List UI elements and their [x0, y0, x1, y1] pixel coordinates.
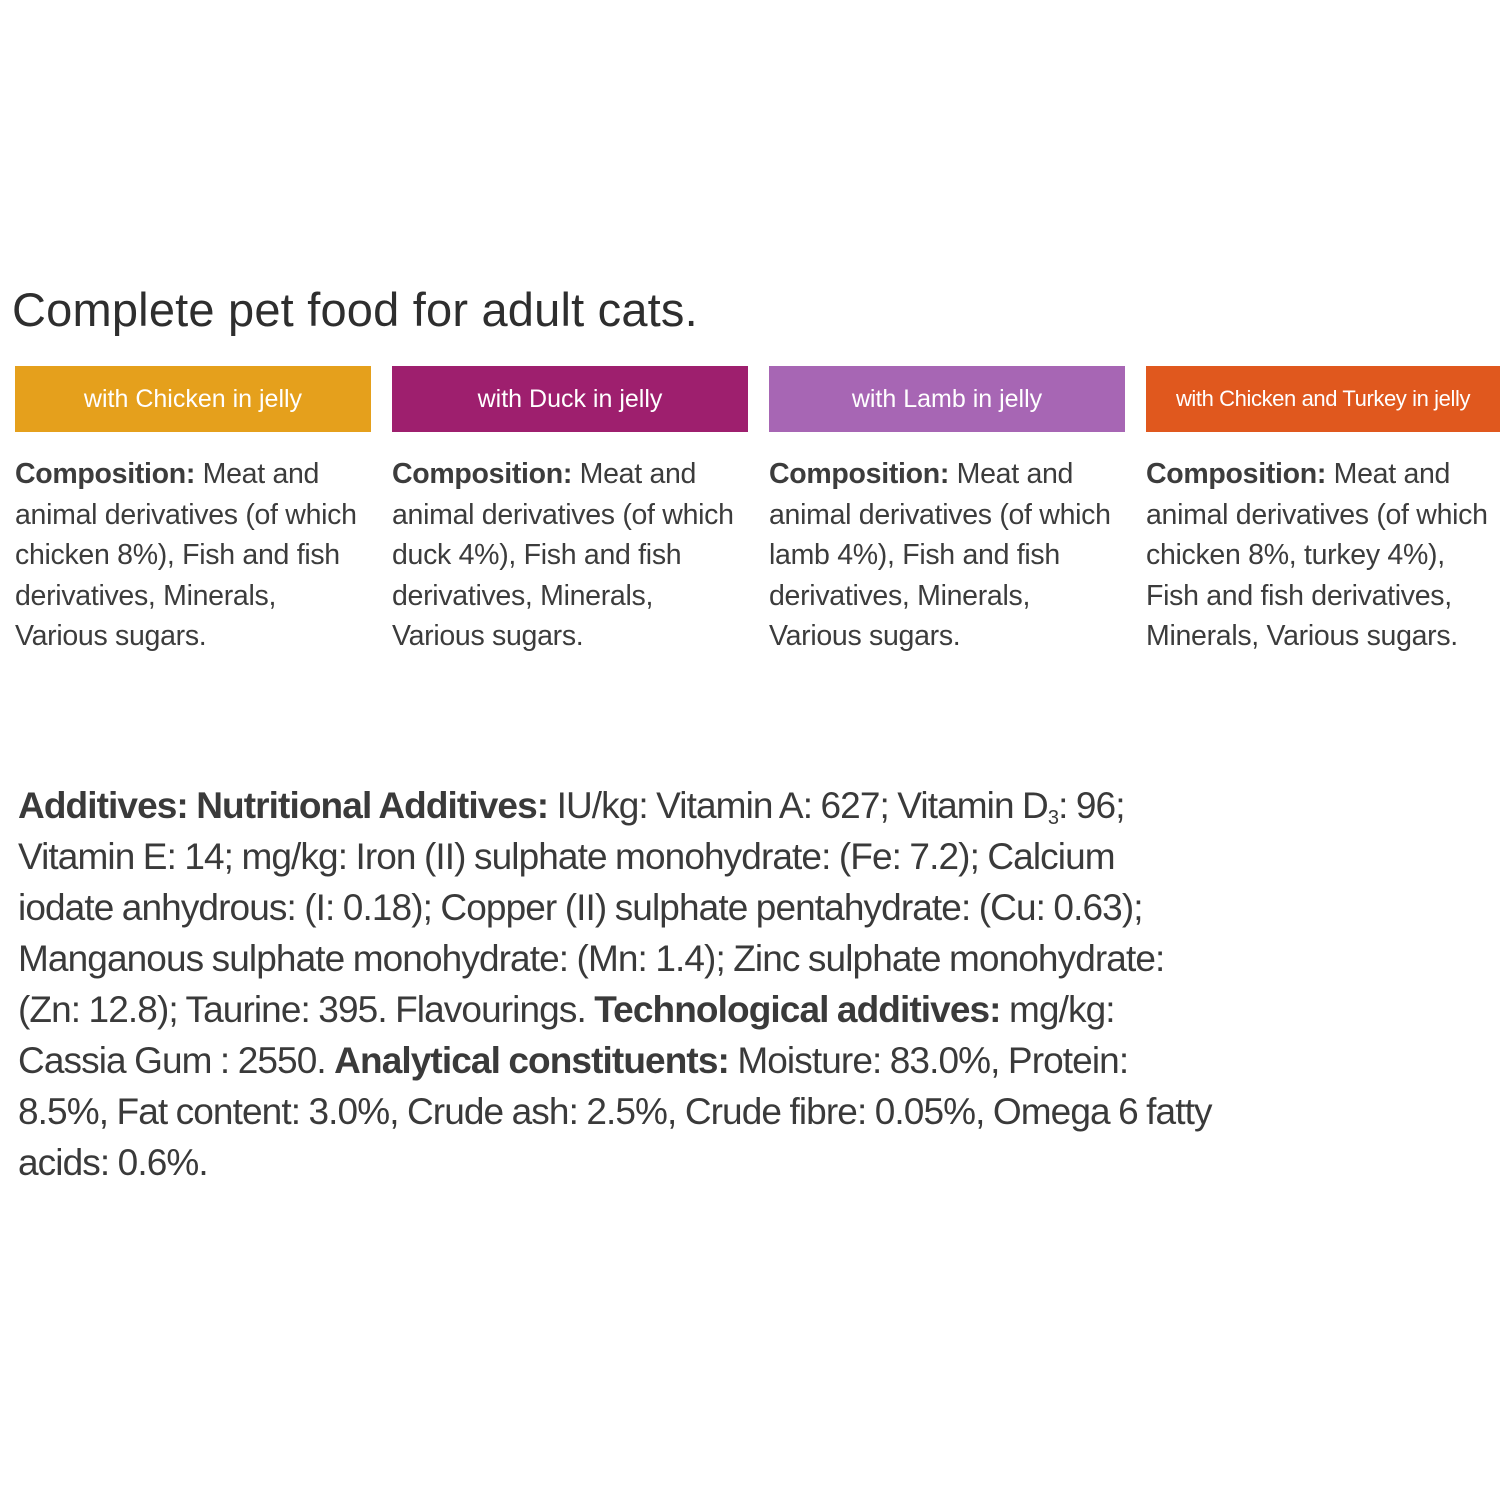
composition-duck [392, 454, 748, 657]
composition-label: Composition: [769, 458, 950, 490]
analytical-constituents-label: Analytical constituents: [334, 1040, 729, 1081]
composition-text: Meat and animal derivatives (of which duck 4%), Fish and fish derivatives, Minerals, Various sugars. [392, 458, 734, 652]
composition-label: Composition: [15, 458, 196, 490]
additives-text: IU/kg: Vitamin A: 627; Vitamin D [548, 785, 1048, 826]
variety-column-duck [392, 366, 748, 657]
composition-text: Meat and animal derivatives (of which chicken 8%), Fish and fish derivatives, Minerals, Various sugars. [15, 458, 357, 652]
additives-text-continued: : 96; Vitamin E: 14; mg/kg: Iron (II) sulphate monohydrate: (Fe: 7.2); Calcium iodate anhydrous: (I: 0.18); Copper (II) sulphate pentahydrate: (Cu: 0.63); Manganous sulphate monohydrate: (Mn: 1.4); Zinc sulphate monohydrate: (Zn: 12.8); Taurine: 395. Flavourings. [18, 785, 1165, 1030]
composition-label: Composition: [1146, 458, 1327, 490]
variety-band-lamb: with Lamb in jelly [769, 366, 1125, 432]
technological-additives-text: mg/kg: Cassia Gum : 2550. [18, 989, 1115, 1081]
variety-column-chicken-turkey [1146, 366, 1500, 657]
variety-band-chicken-turkey: with Chicken and Turkey in jelly [1146, 366, 1500, 432]
vitamin-d-subscript: 3 [1047, 807, 1059, 829]
variety-band-chicken: with Chicken in jelly [15, 366, 371, 432]
additives-label: Additives: Nutritional Additives: [18, 785, 549, 826]
composition-chicken [15, 454, 371, 657]
technological-additives-label: Technological additives: [594, 989, 1001, 1030]
additives-block [18, 780, 1218, 1188]
analytical-constituents-text: Moisture: 83.0%, Protein: 8.5%, Fat content: 3.0%, Crude ash: 2.5%, Crude fibre: 0.05%, Omega 6 fatty acids: 0.6%. [18, 1040, 1212, 1183]
variety-column-chicken [15, 366, 371, 657]
page-title: Complete pet food for adult cats. [12, 283, 698, 336]
composition-text: Meat and animal derivatives (of which chicken 8%, turkey 4%), Fish and fish derivatives, Minerals, Various sugars. [1146, 458, 1488, 652]
variety-column-lamb [769, 366, 1125, 657]
variety-band-duck: with Duck in jelly [392, 366, 748, 432]
composition-label: Composition: [392, 458, 573, 490]
composition-text: Meat and animal derivatives (of which lamb 4%), Fish and fish derivatives, Minerals, Various sugars. [769, 458, 1111, 652]
composition-lamb [769, 454, 1125, 657]
composition-chicken-turkey [1146, 454, 1500, 657]
